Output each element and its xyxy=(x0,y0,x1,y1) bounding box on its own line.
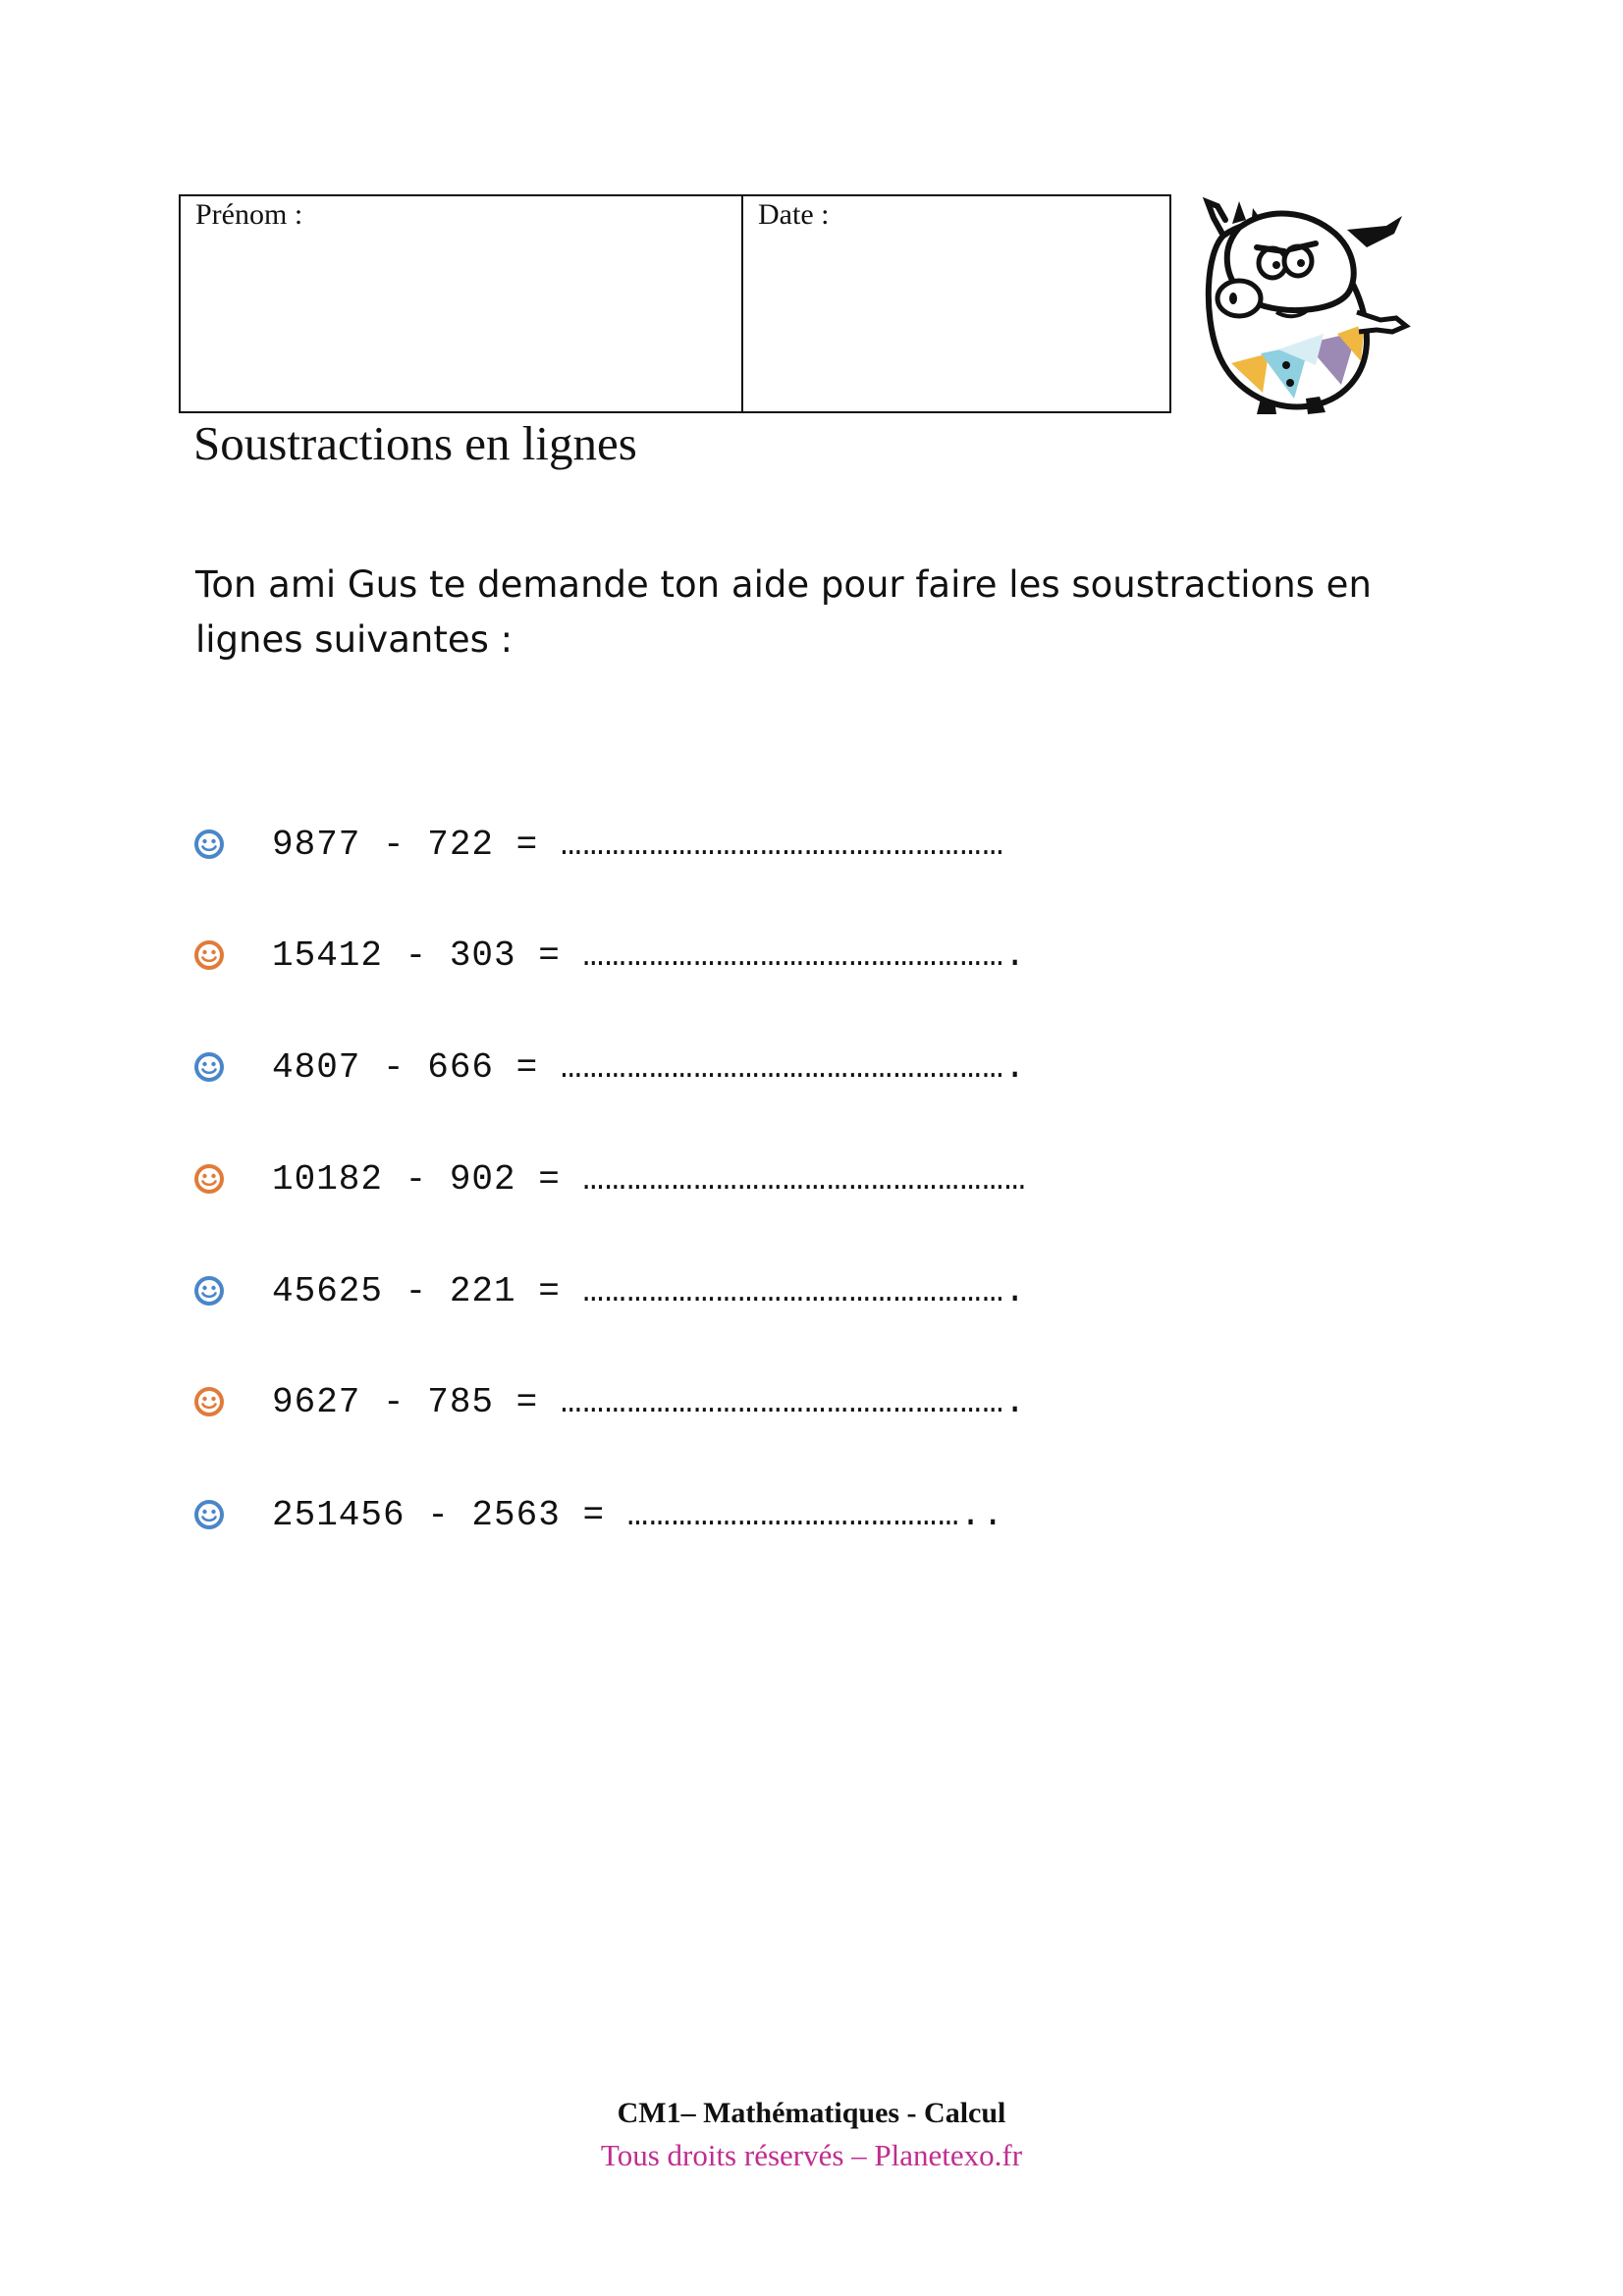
exercise-expression[interactable]: 9627 - 785 = ……………………………………………………. xyxy=(272,1381,1027,1422)
exercise-expression[interactable]: 10182 - 902 = …………………………………………………… xyxy=(272,1158,1027,1200)
exercise-expression[interactable]: 15412 - 303 = …………………………………………………. xyxy=(272,934,1027,976)
smiley-icon xyxy=(193,828,225,860)
prenom-label: Prénom : xyxy=(195,198,303,231)
footer-copyright: Tous droits réservés – Planetexo.fr xyxy=(600,2138,1023,2172)
exercise-row xyxy=(193,820,1004,869)
exercise-row xyxy=(193,1042,1027,1092)
name-date-table xyxy=(179,194,1171,413)
exercise-row xyxy=(193,931,1027,980)
footer-subject: CM1– Mathématiques - Calcul xyxy=(617,2097,1006,2129)
page-title: Soustractions en lignes xyxy=(193,416,637,470)
smiley-icon xyxy=(193,1163,225,1195)
sheep-mascot-icon xyxy=(1200,196,1411,417)
exercise-row xyxy=(193,1266,1027,1315)
prenom-field[interactable] xyxy=(181,196,743,411)
date-field[interactable] xyxy=(743,196,1169,411)
exercise-expression[interactable]: 4807 - 666 = ……………………………………………………. xyxy=(272,1046,1027,1088)
date-label: Date : xyxy=(758,198,830,231)
exercise-expression[interactable]: 9877 - 722 = …………………………………………………… xyxy=(272,824,1004,865)
smiley-icon xyxy=(193,1499,225,1530)
smiley-icon xyxy=(193,939,225,971)
exercise-row xyxy=(193,1154,1027,1203)
smiley-icon xyxy=(193,1051,225,1083)
smiley-icon xyxy=(193,1275,225,1307)
exercise-row xyxy=(193,1377,1027,1426)
instructions-text: Ton ami Gus te demande ton aide pour faire les soustractions en lignes suivantes : xyxy=(195,563,1372,661)
exercise-expression[interactable]: 251456 - 2563 = ……………………………………….. xyxy=(272,1494,1004,1535)
smiley-icon xyxy=(193,1386,225,1417)
exercise-row xyxy=(193,1490,1004,1539)
exercise-expression[interactable]: 45625 - 221 = …………………………………………………. xyxy=(272,1270,1027,1311)
